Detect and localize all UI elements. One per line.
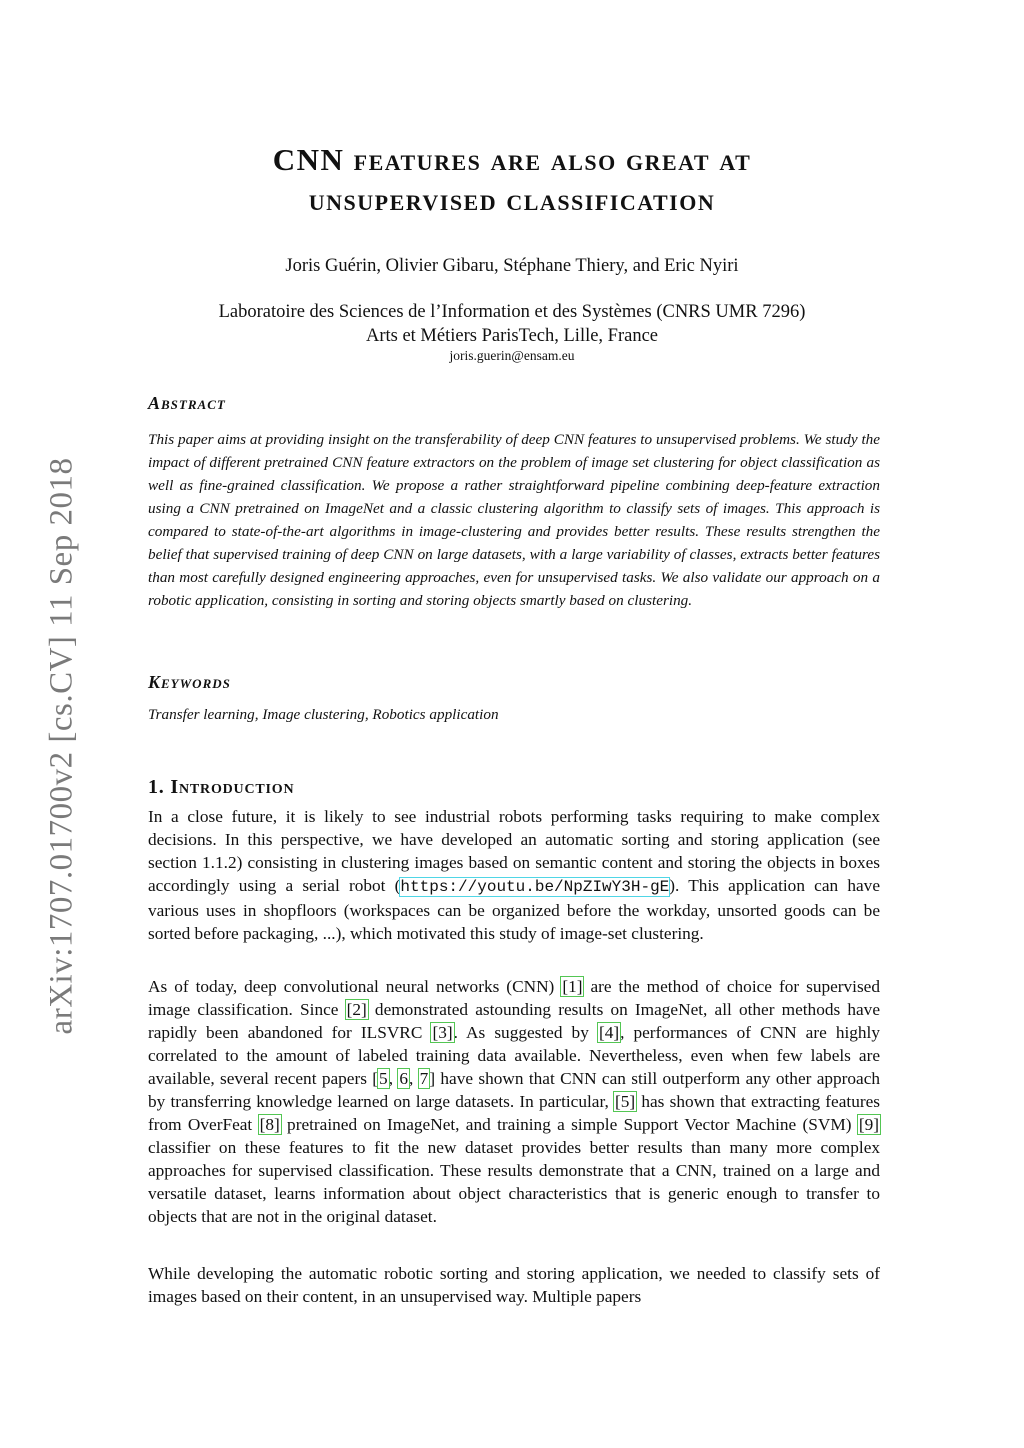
keywords-heading: Keywords <box>148 672 231 692</box>
affiliation <box>0 300 1024 348</box>
p1-text-b: ). This application can have various uses in shopfloors (workspaces can be organized before the workday, unsorted goods can be sorted before packaging, ...), which motivated this study of image-set clustering. <box>148 876 880 943</box>
abstract-heading: Abstract <box>148 393 226 413</box>
intro-paragraph-3: While developing the automatic robotic sorting and storing application, we needed to classify sets of images based on their content, in an unsupervised way. Multiple papers <box>148 1264 880 1306</box>
video-link[interactable]: https://youtu.be/NpZIwY3H-gE <box>400 878 670 896</box>
paper-title <box>0 140 1024 220</box>
author-list: Joris Guérin, Olivier Gibaru, Stéphane Thiery, and Eric Nyiri <box>285 256 739 276</box>
p2-text: are the method of choice for supervised image classification. Since <box>148 977 880 1019</box>
abstract-text: This paper aims at providing insight on the transferability of deep CNN features to unsupervised problems. We study the impact of different pretrained CNN feature extractors on the problem of image set clustering for object classification as well as fine-grained classification. We propose a rather straightforward pipeline combining deep-feature extraction using a CNN pretrained on ImageNet and a classic clustering algorithm to classify sets of images. This approach is compared to state-of-the-art algorithms in image-clustering and provides better results. These results strengthen the belief that supervised training of deep CNN on large datasets, with a large variability of classes, extracts better features than most carefully designed engineering approaches, even for unsupervised tasks. We also validate our approach on a robotic application, consisting in sorting and storing objects smartly based on clustering. <box>148 431 880 609</box>
p2-text: As of today, deep convolutional neural networks (CNN) <box>148 977 562 996</box>
citation-link[interactable]: [8] <box>259 1115 280 1134</box>
arxiv-identifier: arXiv:1707.01700v2 [cs.CV] 11 Sep 2018 <box>43 457 80 1035</box>
intro-paragraph-2 <box>148 975 880 1228</box>
citation-separator: , <box>409 1069 419 1088</box>
affiliation-line-2: Arts et Métiers ParisTech, Lille, France <box>365 326 659 346</box>
citation-link[interactable]: [2] <box>346 1000 367 1019</box>
citation-link[interactable]: [4] <box>598 1023 620 1042</box>
p2-text: demonstrated astounding results on ImageNet, all other methods have rapidly been abandoned for ILSVRC <box>148 1000 880 1042</box>
title-line-1: CNN features are also great at <box>272 142 752 177</box>
intro-paragraph-1 <box>148 805 880 945</box>
p2-text: , performances of CNN are highly correlated to the amount of labeled training data available. Nevertheless, even when few labels are available, several recent papers [ <box>148 1023 880 1088</box>
p2-text: classifier on these features to fit the new dataset provides better results than many more complex approaches for supervised classification. These results demonstrate that a CNN, trained on a large and versatile dataset, learns information about object characteristics that is generic enough to transfer to objects that are not in the original dataset. <box>148 1138 880 1226</box>
p2-text: . As suggested by <box>453 1023 598 1042</box>
citation-link[interactable]: 6 <box>399 1069 408 1088</box>
p2-text: pretrained on ImageNet, and training a simple Support Vector Machine (SVM) <box>280 1115 858 1134</box>
citation-separator: , <box>388 1069 399 1088</box>
author-email: joris.guerin@ensam.eu <box>449 348 575 363</box>
citation-link[interactable]: [5] <box>615 1092 636 1111</box>
citation-link[interactable]: [1] <box>562 977 583 996</box>
keywords-text: Transfer learning, Image clustering, Robotics application <box>148 706 499 723</box>
introduction-heading: 1. Introduction <box>148 776 295 798</box>
p2-text: has shown that extracting features from OverFeat <box>148 1092 880 1134</box>
citation-link[interactable]: [9] <box>858 1115 879 1134</box>
p1-text-a: In a close future, it is likely to see industrial robots performing tasks requiring to make complex decisions. In this perspective, we have developed an automatic sorting and storing application (see section 1.1.2) consisting in clustering images based on semantic content and storing the objects in boxes accordingly using a serial robot ( <box>148 807 880 895</box>
citation-link[interactable]: [3] <box>432 1023 453 1042</box>
citation-link[interactable]: 5 <box>379 1069 388 1088</box>
p2-text: ] have shown that CNN can still outperform any other approach by transferring knowledge learned on large datasets. In particular, <box>148 1069 881 1111</box>
affiliation-line-1: Laboratoire des Sciences de l’Information et des Systèmes (CNRS UMR 7296) <box>218 302 806 322</box>
title-line-2: unsupervised classification <box>308 182 716 217</box>
citation-link[interactable]: 7 <box>419 1069 429 1088</box>
